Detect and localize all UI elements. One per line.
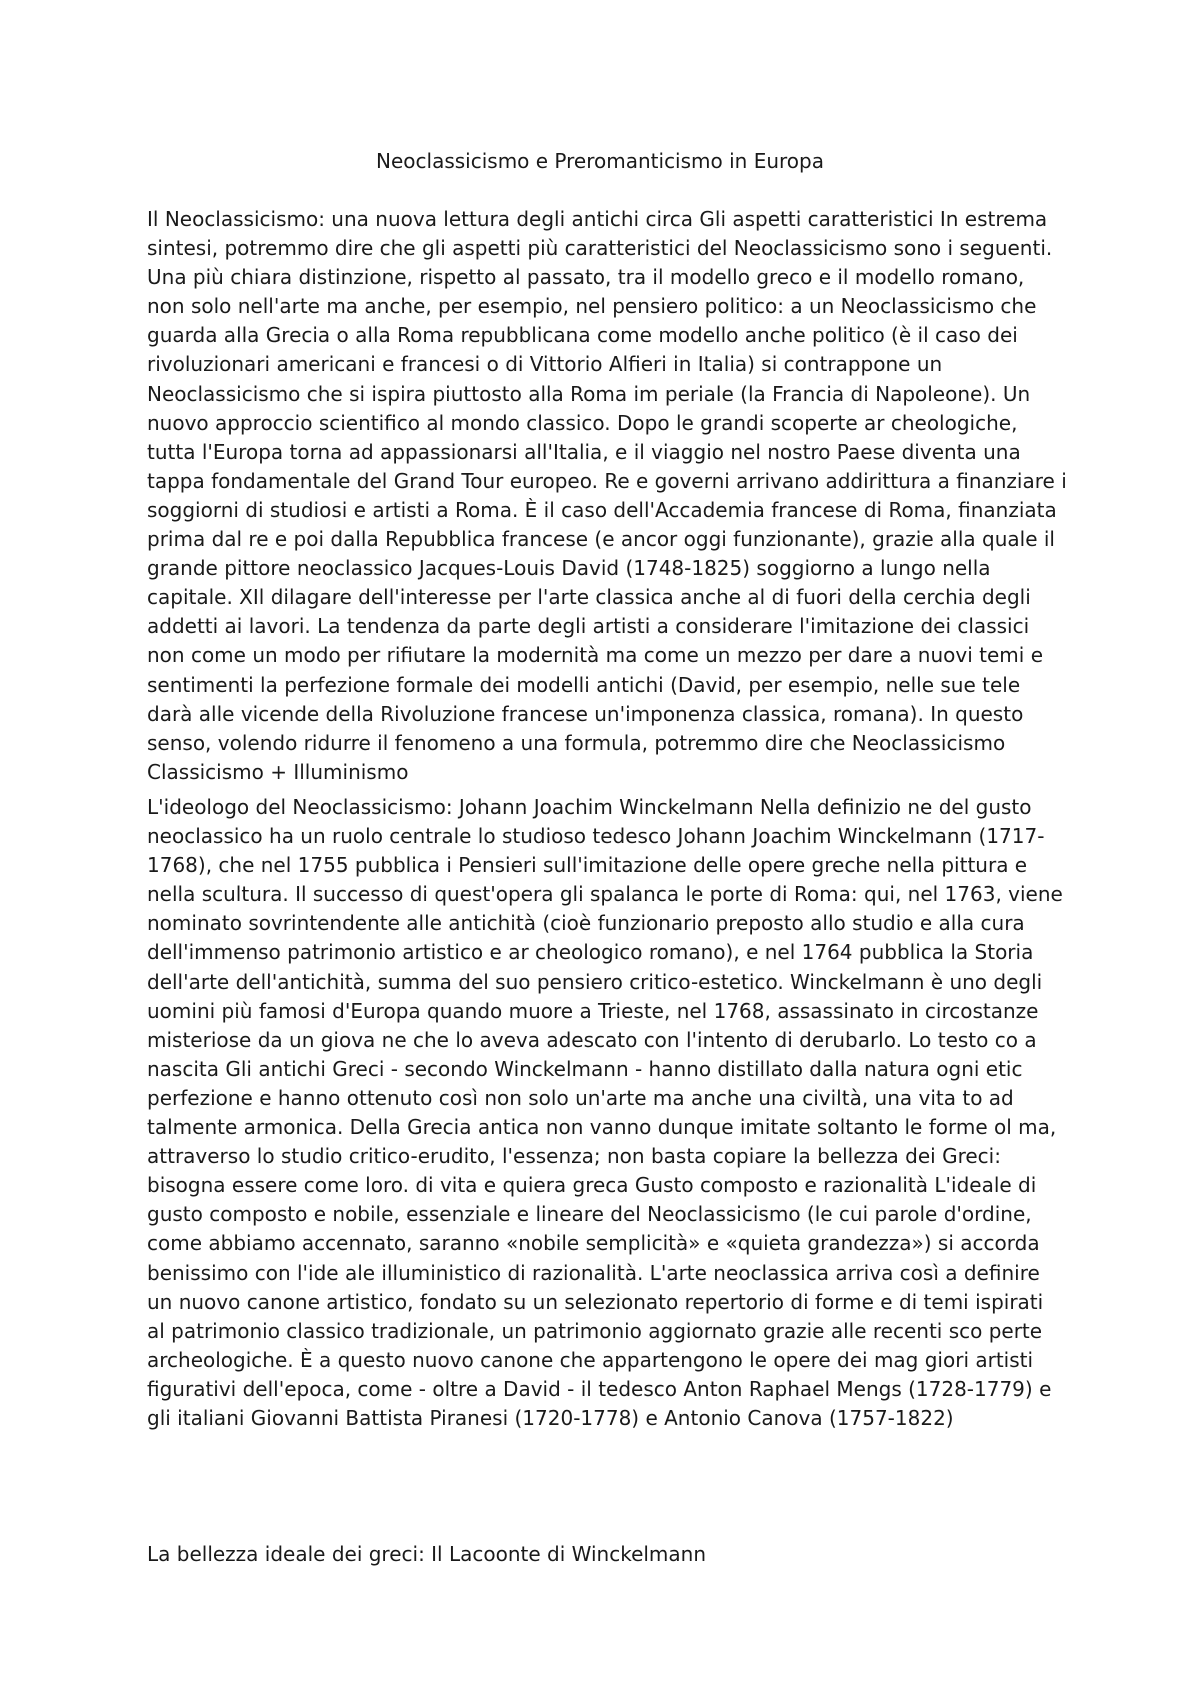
paragraph-neoclassicismo-lettura: Il Neoclassicismo: una nuova lettura degli antichi circa Gli aspetti caratteristici In estrema sintesi, potremmo dire che gli aspetti più caratteristici del Neoclassicismo sono i seguenti. Una più chiara distinzione, rispetto al passato, tra il modello greco e il modello romano, non solo nell'arte ma anche, per esempio, nel pensiero politico: a un Neoclassicismo che guarda alla Grecia o alla Roma repubblicana come modello anche politico (è il caso dei rivoluzionari americani e francesi o di Vittorio Alfieri in Italia) si contrappone un Neoclassicismo che si ispira piuttosto alla Roma im periale (la Francia di Napoleone). Un nuovo approccio scientifico al mondo classico. Dopo le grandi scoperte ar cheologiche, tutta l'Europa torna ad appassionarsi all'Italia, e il viaggio nel nostro Paese diventa una tappa fondamentale del Grand Tour europeo. Re e governi arrivano addirittura a finanziare i soggiorni di studiosi e artisti a Roma. È il caso dell'Accademia francese di Roma, finanziata prima dal re e poi dalla Repubblica francese (e ancor oggi funzionante), grazie alla quale il grande pittore neoclassico Jacques-Louis David (1748-1825) soggiorno a lungo nella capitale. XIl dilagare dell'interesse per l'arte classica anche al di fuori della cerchia degli addetti ai lavori. La tendenza da parte degli artisti a considerare l'imitazione dei classici non come un modo per rifiutare la modernità ma come un mezzo per dare a nuovi temi e sentimenti la perfezione formale dei modelli antichi (David, per esempio, nelle sue tele darà alle vicende della Rivoluzione francese un'imponenza classica, romana). In questo senso, volendo ridurre il fenomeno a una formula, potremmo dire che Neoclassicismo Classicismo + Illuminismo	[147, 207, 1067, 784]
section-heading-lacoonte: La bellezza ideale dei greci: Il Lacoonte di Winckelmann	[147, 1542, 707, 1566]
paragraph-winckelmann: L'ideologo del Neoclassicismo: Johann Joachim Winckelmann Nella definizio ne del gusto neoclassico ha un ruolo centrale lo studioso tedesco Johann Joachim Winckelmann (1717-1768), che nel 1755 pubblica i Pensieri sull'imitazione delle opere greche nella pittura e nella scultura. Il successo di quest'opera gli spalanca le porte di Roma: qui, nel 1763, viene nominato sovrintendente alle antichità (cioè funzionario preposto allo studio e alla cura dell'immenso patrimonio artistico e ar cheologico romano), e nel 1764 pubblica la Storia dell'arte dell'antichità, summa del suo pensiero critico-estetico. Winckelmann è uno degli uomini più famosi d'Europa quando muore a Trieste, nel 1768, assassinato in circostanze misteriose da un giova ne che lo aveva adescato con l'intento di derubarlo. Lo testo co a nascita Gli antichi Greci - secondo Winckelmann - hanno distillato dalla natura ogni etic perfezione e hanno ottenuto così non solo un'arte ma anche una civiltà, una vita to ad talmente armonica. Della Grecia antica non vanno dunque imitate soltanto le forme ol ma, attraverso lo studio critico-erudito, l'essenza; non basta copiare la bellezza dei Greci: bisogna essere come loro. di vita e quiera greca Gusto composto e razionalità L'ideale di gusto composto e nobile, essenziale e lineare del Neoclassicismo (le cui parole d'ordine, come abbiamo accennato, saranno «nobile semplicità» e «quieta grandezza») si accorda benissimo con l'ide ale illuministico di razionalità. L'arte neoclassica arriva così a definire un nuovo canone artistico, fondato su un selezionato repertorio di forme e di temi ispirati al patrimonio classico tradizionale, un patrimonio aggiornato grazie alle recenti sco perte archeologiche. È a questo nuovo canone che appartengono le opere dei mag giori artisti figurativi dell'epoca, come - oltre a David - il tedesco Anton Raphael Mengs (1728-1779) e gli italiani Giovanni Battista Piranesi (1720-1778) e Antonio Canova (1757-1822)	[147, 795, 1063, 1430]
document-title: Neoclassicismo e Preromanticismo in Europa	[376, 149, 824, 173]
